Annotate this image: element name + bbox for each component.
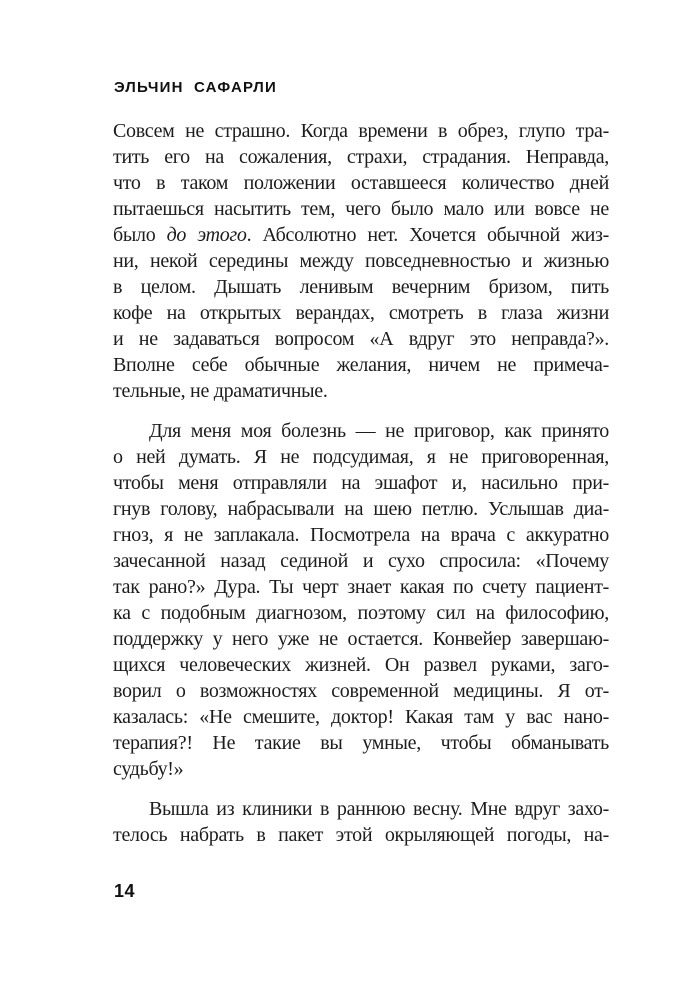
text-line: щихся человеческих жизней. Он развел руками, заго- (113, 654, 609, 676)
text-line: Для меня моя болезнь — не приговор, как принято (149, 420, 609, 442)
running-head-author: ЭЛЬЧИН САФАРЛИ (114, 79, 277, 96)
paragraph (113, 418, 609, 782)
text-block (113, 118, 609, 848)
text-line: Вышла из клиники в раннюю весну. Мне вдруг захо- (149, 798, 609, 820)
text-line: гнув голову, набрасывали на шею петлю. Услышав диа- (113, 498, 609, 520)
page-number: 14 (114, 881, 136, 901)
text-line: поддержку у него уже не остается. Конвейер завершаю- (113, 628, 609, 650)
text-line (113, 222, 609, 248)
text-line: судьбу!» (113, 758, 184, 780)
text-line: тить его на сожаления, страхи, страдания. Неправда, (113, 146, 609, 168)
text-segment: было (113, 224, 167, 246)
text-line: терапия?! Не такие вы умные, чтобы обманывать (113, 732, 609, 754)
text-line: зачесанной назад сединой и сухо спросила: «Почему (113, 550, 609, 572)
text-line: ворил о возможностях современной медицины. Я от- (113, 680, 609, 702)
text-line: ка с подобным диагнозом, поэтому сил на философию, (113, 602, 609, 624)
text-line: в целом. Дышать ленивым вечерним бризом, пить (113, 276, 609, 298)
text-line: о ней думать. Я не подсудимая, я не приговоренная, (113, 446, 609, 468)
paragraph (113, 118, 609, 404)
text-line: и не задаваться вопросом «А вдруг это неправда?». (113, 328, 609, 350)
text-line: казалась: «Не смешите, доктор! Какая там у вас нано- (113, 706, 609, 728)
paragraph (113, 796, 609, 848)
text-line: тельные, не драматичные. (113, 380, 328, 402)
text-line: чтобы меня отправляли на эшафот и, насильно при- (113, 472, 609, 494)
text-line: пытаешься насытить тем, чего было мало или вовсе не (113, 198, 609, 220)
text-line: ни, некой середины между повседневностью и жизнью (113, 250, 609, 272)
text-segment: . Абсолютно нет. Хочется обычной жиз- (246, 224, 609, 246)
text-line: что в таком положении оставшееся количество дней (113, 172, 609, 194)
text-line: гноз, я не заплакала. Посмотрела на врача с аккуратно (113, 524, 609, 546)
text-line: Вполне себе обычные желания, ничем не примеча- (113, 354, 609, 376)
text-line: кофе на открытых верандах, смотреть в глаза жизни (113, 302, 609, 324)
italic-text: до этого (166, 224, 247, 246)
text-line: так рано?» Дура. Ты черт знает какая по счету пациент- (113, 576, 609, 598)
text-line: телось набрать в пакет этой окрыляющей погоды, на- (113, 824, 609, 846)
text-line: Совсем не страшно. Когда времени в обрез, глупо тра- (113, 120, 609, 142)
